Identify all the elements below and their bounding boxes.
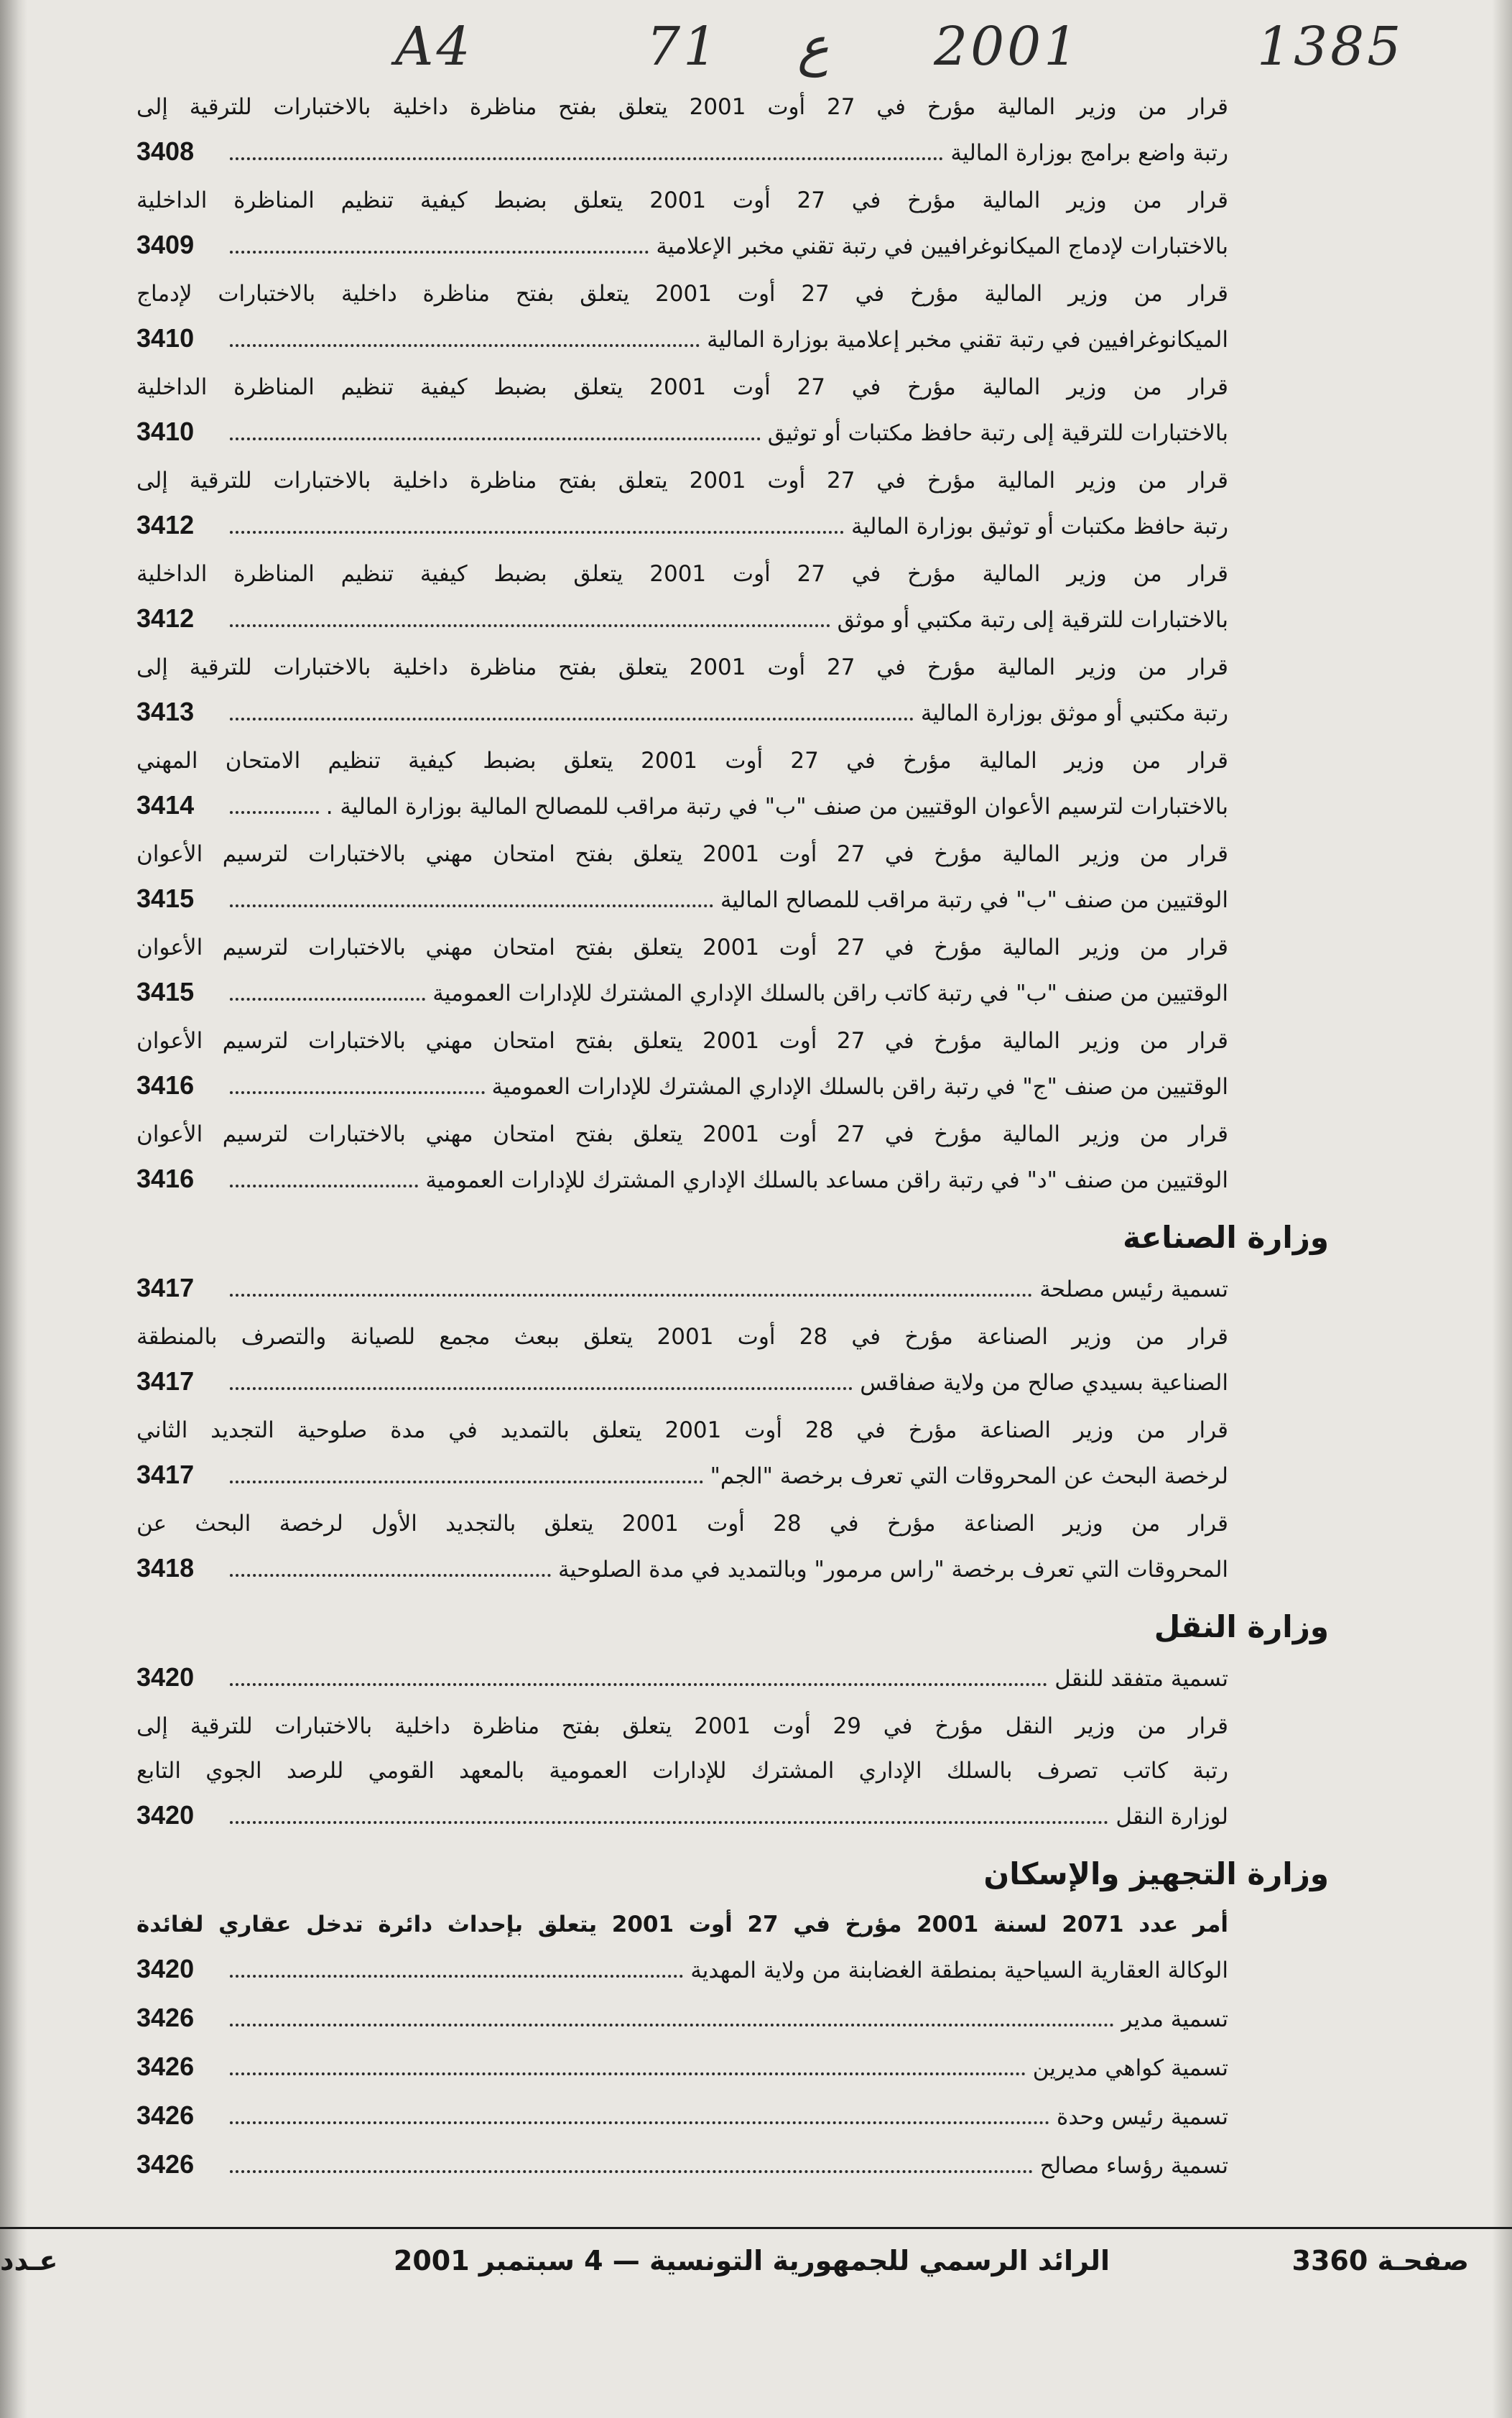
toc-entry [136, 925, 1228, 1016]
entry-page: 3415 [136, 884, 195, 913]
entry-text-line-1: قرار من وزير المالية مؤرخ في 27 أوت 2001 يتعلق بضبط كيفية تنظيم المناظرة الداخلية [136, 187, 1228, 213]
leader-dots [230, 1281, 1032, 1297]
entry-text-last: الوقتيين من صنف "ج" في رتبة راقن بالسلك الإداري المشترك للإدارات العمومية [491, 1074, 1228, 1100]
toc-entry [136, 738, 1228, 829]
entry-page: 3412 [136, 510, 195, 539]
toc-entry [136, 1501, 1228, 1592]
scan-edge-right [1492, 0, 1512, 2418]
entry-text-line-1: قرار من وزير المالية مؤرخ في 27 أوت 2001 يتعلق بفتح مناظرة داخلية بالاختبارات للترقية إلى [136, 94, 1228, 120]
entry-text-last: تسمية مدير [1121, 2006, 1228, 2032]
finance-entries [136, 85, 1228, 1203]
leader-dots [230, 2060, 1026, 2075]
handwritten-e: 1385 [1257, 16, 1404, 78]
entry-text-last: رتبة حافظ مكتبات أو توثيق بوزارة المالية [851, 514, 1228, 539]
leader-dots [230, 331, 700, 347]
equipment-entries [136, 1996, 1228, 2188]
section-heading-industry: وزارة الصناعة [1123, 1220, 1329, 1255]
leader-dots [230, 798, 319, 814]
entry-page: 3418 [136, 1553, 195, 1583]
section-heading-equipment: وزارة التجهيز والإسكان [983, 1856, 1329, 1891]
entry-page: 3417 [136, 1366, 195, 1396]
entry-page: 3417 [136, 1273, 195, 1302]
entry-text-line-1: قرار من وزير النقل مؤرخ في 29 أوت 2001 يتعلق بفتح مناظرة داخلية بالاختبارات للترقية إلى [136, 1713, 1228, 1739]
decree-text-line-1: أمر عدد 2071 لسنة 2001 مؤرخ في 27 أوت 2001 يتعلق بإحداث دائرة تدخل عقاري لفائدة [136, 1912, 1228, 1937]
leader-dots [230, 1962, 683, 1978]
entry-text-line-1: قرار من وزير المالية مؤرخ في 27 أوت 2001 يتعلق بفتح مناظرة داخلية بالاختبارات للترقية إلى [136, 468, 1228, 494]
toc-entry [136, 1019, 1228, 1109]
decree-text-last: الوكالة العقارية السياحية بمنطقة الغضابنة من ولاية المهدية [690, 1958, 1228, 1983]
toc-entry [136, 2093, 1228, 2139]
toc-entry [136, 85, 1228, 175]
toc-entry [136, 645, 1228, 736]
entry-text-last: بالاختبارات لإدماج الميكانوغرافيين في رتبة تقني مخبر الإعلامية [656, 233, 1228, 259]
leader-dots [230, 518, 844, 534]
entry-text-last: الوقتيين من صنف "ب" في رتبة كاتب راقن بالسلك الإداري المشترك للإدارات العمومية [432, 981, 1228, 1006]
industry-entries [136, 1266, 1228, 1592]
toc-entry [136, 1266, 1228, 1312]
entry-text-last: بالاختبارات لترسيم الأعوان الوقتيين من صنف "ب" في رتبة مراقب للمصالح المالية بوزارة المالية . [325, 794, 1228, 820]
entry-page: 3410 [136, 417, 195, 446]
leader-dots [230, 985, 425, 1001]
entry-text-line-1: قرار من وزير المالية مؤرخ في 27 أوت 2001 يتعلق بفتح مناظرة داخلية بالاختبارات لإدماج [136, 281, 1228, 307]
entry-page: 3420 [136, 1954, 195, 1983]
entry-text-last: بالاختبارات للترقية إلى رتبة حافظ مكتبات أو توثيق [767, 420, 1228, 446]
entry-text-line-1: قرار من وزير المالية مؤرخ في 27 أوت 2001 يتعلق بضبط كيفية تنظيم المناظرة الداخلية [136, 561, 1228, 587]
entry-text-line-1: قرار من وزير الصناعة مؤرخ في 28 أوت 2001 يتعلق بالتمديد في مدة صلوحية التجديد الثاني [136, 1417, 1228, 1443]
entry-text-line-1: قرار من وزير المالية مؤرخ في 27 أوت 2001 يتعلق بفتح امتحان مهني بالاختبارات لترسيم الأعوان [136, 1121, 1228, 1147]
entry-text-last: الوقتيين من صنف "ب" في رتبة مراقب للمصالح المالية [720, 887, 1228, 913]
entry-text-last: تسمية رئيس مصلحة [1039, 1277, 1228, 1302]
toc-entry [136, 178, 1228, 269]
leader-dots [230, 1468, 703, 1483]
toc-entry [136, 1408, 1228, 1498]
leader-dots [230, 2108, 1049, 2124]
handwritten-a: A4 [395, 16, 473, 78]
handwritten-c: ع [797, 16, 830, 78]
leader-dots [230, 2011, 1114, 2026]
scan-edge-left [0, 0, 27, 2418]
entry-text-line-1: قرار من وزير المالية مؤرخ في 27 أوت 2001 يتعلق بفتح امتحان مهني بالاختبارات لترسيم الأعوان [136, 935, 1228, 960]
toc-entry [136, 1704, 1228, 1839]
toc-entry [136, 272, 1228, 362]
handwritten-d: 2001 [934, 16, 1081, 78]
entry-text-last: رتبة واضع برامج بوزارة المالية [950, 140, 1228, 166]
entry-text-last: تسمية رئيس وحدة [1056, 2104, 1228, 2130]
leader-dots [230, 1172, 418, 1187]
entry-page: 3412 [136, 603, 195, 633]
entry-page: 3426 [136, 2003, 195, 2032]
table-of-contents [136, 85, 1329, 2191]
leader-dots [230, 144, 943, 160]
entry-page: 3417 [136, 1460, 195, 1489]
entry-text-last: تسمية رؤساء مصالح [1039, 2153, 1228, 2179]
entry-page: 3409 [136, 230, 195, 259]
toc-entry [136, 1655, 1228, 1701]
entry-text-last: الوقتيين من صنف "د" في رتبة راقن مساعد بالسلك الإداري المشترك للإدارات العمومية [425, 1167, 1228, 1193]
footer-issue-label: عـدد [0, 2245, 58, 2276]
toc-entry [136, 552, 1228, 642]
toc-entry-decree [136, 1902, 1228, 1993]
entry-page: 3426 [136, 2100, 195, 2130]
entry-page: 3420 [136, 1800, 195, 1830]
leader-dots [230, 1561, 551, 1577]
entry-page: 3413 [136, 697, 195, 726]
entry-text-last: المحروقات التي تعرف برخصة "راس مرمور" وبالتمديد في مدة الصلوحية [558, 1557, 1228, 1583]
toc-entry [136, 458, 1228, 549]
leader-dots [230, 238, 649, 254]
toc-entry [136, 832, 1228, 922]
entry-text-last: رتبة مكتبي أو موثق بوزارة المالية [920, 700, 1228, 726]
leader-dots [230, 611, 830, 627]
leader-dots [230, 2157, 1033, 2173]
toc-entry [136, 365, 1228, 455]
entry-page: 3416 [136, 1070, 195, 1100]
entry-page: 3408 [136, 136, 195, 166]
handwritten-b: 71 [646, 16, 720, 78]
entry-page: 3410 [136, 323, 195, 353]
footer-journal-title: الرائد الرسمي للجمهورية التونسية — 4 سبتمبر 2001 [393, 2245, 1110, 2276]
entry-text-last: لرخصة البحث عن المحروقات التي تعرف برخصة "الجم" [710, 1463, 1228, 1489]
entry-page: 3416 [136, 1164, 195, 1193]
entry-text-last: لوزارة النقل [1116, 1804, 1228, 1830]
entry-text-line-1: قرار من وزير المالية مؤرخ في 27 أوت 2001 يتعلق بفتح امتحان مهني بالاختبارات لترسيم الأعوان [136, 1028, 1228, 1054]
leader-dots [230, 1670, 1047, 1686]
page-footer [0, 2227, 1512, 2287]
entry-text-line-1: قرار من وزير المالية مؤرخ في 27 أوت 2001 يتعلق بضبط كيفية تنظيم الامتحان المهني [136, 748, 1228, 774]
entry-text-line-1: قرار من وزير المالية مؤرخ في 27 أوت 2001 يتعلق بضبط كيفية تنظيم المناظرة الداخلية [136, 374, 1228, 400]
entry-text-last: الميكانوغرافيين في رتبة تقني مخبر إعلامية بوزارة المالية [707, 327, 1228, 353]
entry-page: 3415 [136, 977, 195, 1006]
toc-entry [136, 1996, 1228, 2042]
entry-text-line-1: قرار من وزير المالية مؤرخ في 27 أوت 2001 يتعلق بفتح امتحان مهني بالاختبارات لترسيم الأعوان [136, 841, 1228, 867]
entry-text-line-1: قرار من وزير الصناعة مؤرخ في 28 أوت 2001 يتعلق ببعث مجمع للصيانة والتصرف بالمنطقة [136, 1324, 1228, 1350]
entry-page: 3414 [136, 790, 195, 820]
entry-text-last: الصناعية بسيدي صالح من ولاية صفاقس [860, 1370, 1228, 1396]
entry-page: 3426 [136, 2149, 195, 2179]
leader-dots [230, 705, 914, 721]
toc-entry [136, 2044, 1228, 2090]
section-heading-transport: وزارة النقل [1154, 1609, 1329, 1644]
leader-dots [230, 1374, 853, 1390]
entry-page: 3426 [136, 2052, 195, 2081]
leader-dots [230, 1808, 1108, 1824]
entry-text-line-2: رتبة كاتب تصرف بالسلك الإداري المشترك للإدارات العمومية بالمعهد القومي للرصد الجوي التابع [136, 1758, 1228, 1784]
entry-text: تسمية متفقد للنقل [1054, 1666, 1228, 1692]
leader-dots [230, 891, 713, 907]
entry-page: 3420 [136, 1662, 195, 1692]
leader-dots [230, 1078, 485, 1094]
entry-text-line-1: قرار من وزير المالية مؤرخ في 27 أوت 2001 يتعلق بفتح مناظرة داخلية بالاختبارات للترقية إلى [136, 654, 1228, 680]
footer-page-number: صفحـة 3360 [1291, 2245, 1469, 2276]
entry-text-last: تسمية كواهي مديرين [1032, 2055, 1228, 2081]
toc-entry [136, 1112, 1228, 1203]
entry-text-line-1: قرار من وزير الصناعة مؤرخ في 28 أوت 2001 يتعلق بالتجديد الأول لرخصة البحث عن [136, 1511, 1228, 1537]
leader-dots [230, 425, 761, 440]
toc-entry [136, 1315, 1228, 1405]
toc-entry [136, 2142, 1228, 2188]
handwritten-annotation [338, 0, 1404, 86]
entry-text-last: بالاختبارات للترقية إلى رتبة مكتبي أو موثق [837, 607, 1228, 633]
